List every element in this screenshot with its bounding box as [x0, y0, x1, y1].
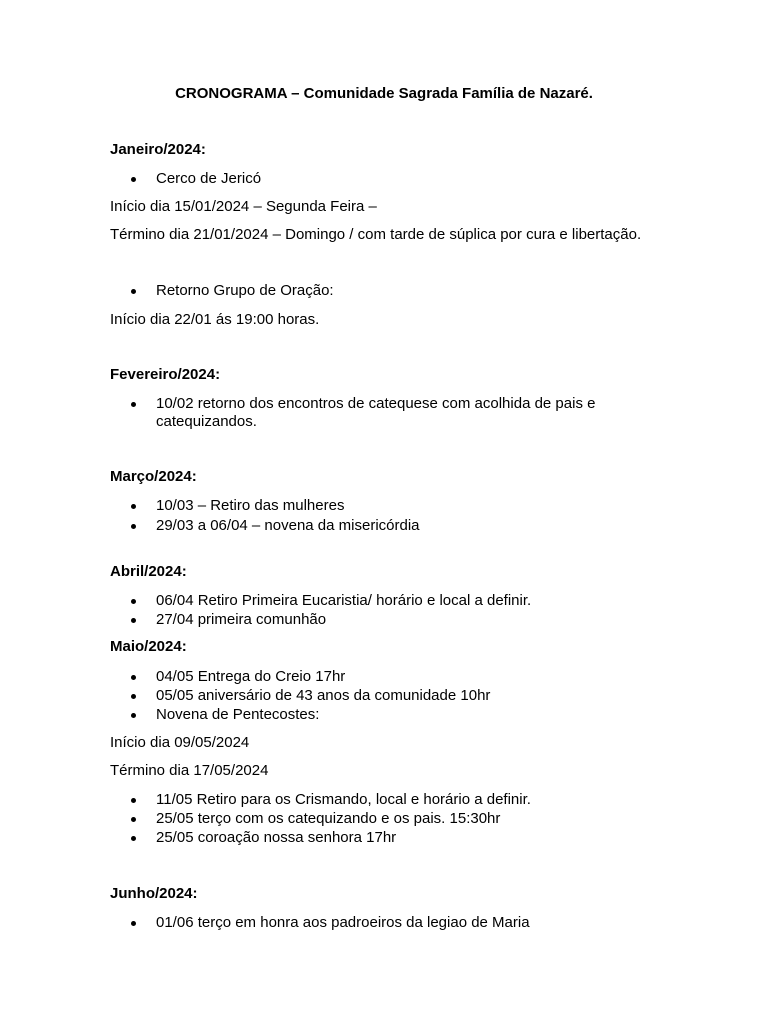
- paragraph: Término dia 21/01/2024 – Domingo / com tarde de súplica por cura e libertação.: [110, 226, 642, 243]
- bullet-icon: [131, 618, 136, 623]
- bullet-icon: [131, 177, 136, 182]
- heading-marco: Março/2024:: [110, 468, 197, 485]
- bullet-icon: [131, 524, 136, 529]
- list-item-text: 25/05 terço com os catequizando e os pais. 15:30hr: [156, 810, 501, 827]
- list-item-text: Novena de Pentecostes:: [156, 706, 320, 723]
- bullet-icon: [131, 289, 136, 294]
- list-item-text: 05/05 aniversário de 43 anos da comunidade 10hr: [156, 687, 491, 704]
- bullet-icon: [131, 599, 136, 604]
- heading-maio: Maio/2024:: [110, 638, 187, 655]
- list-item-text: 10/02 retorno dos encontros de catequese com acolhida de pais e catequizandos.: [156, 395, 596, 430]
- list-item-text: Cerco de Jericó: [156, 170, 262, 187]
- bullet-icon: [131, 504, 136, 509]
- bullet-icon: [131, 798, 136, 803]
- heading-junho: Junho/2024:: [110, 885, 198, 902]
- bullet-icon: [131, 694, 136, 699]
- list-item-text: 06/04 Retiro Primeira Eucaristia/ horário e local a definir.: [156, 592, 532, 609]
- list-item-text: 01/06 terço em honra aos padroeiros da legiao de Maria: [156, 914, 530, 931]
- list-item-text: 27/04 primeira comunhão: [156, 611, 327, 628]
- list-item-text: 29/03 a 06/04 – novena da misericórdia: [156, 517, 420, 534]
- document-title: CRONOGRAMA – Comunidade Sagrada Família de Nazaré.: [175, 85, 593, 102]
- bullet-icon: [131, 836, 136, 841]
- paragraph: Início dia 09/05/2024: [110, 734, 250, 751]
- heading-fevereiro: Fevereiro/2024:: [110, 366, 221, 383]
- bullet-icon: [131, 675, 136, 680]
- paragraph: Início dia 22/01 ás 19:00 horas.: [110, 311, 320, 328]
- heading-abril: Abril/2024:: [110, 563, 187, 580]
- list-item-text: 11/05 Retiro para os Crismando, local e horário a definir.: [156, 791, 531, 808]
- bullet-icon: [131, 402, 136, 407]
- list-item-text: 04/05 Entrega do Creio 17hr: [156, 668, 346, 685]
- bullet-icon: [131, 921, 136, 926]
- bullet-icon: [131, 713, 136, 718]
- paragraph: Término dia 17/05/2024: [110, 762, 269, 779]
- list-item-text: Retorno Grupo de Oração:: [156, 282, 334, 299]
- paragraph: Início dia 15/01/2024 – Segunda Feira –: [110, 198, 377, 215]
- heading-janeiro: Janeiro/2024:: [110, 141, 206, 158]
- bullet-icon: [131, 817, 136, 822]
- list-item-text: 25/05 coroação nossa senhora 17hr: [156, 829, 397, 846]
- list-item-text: 10/03 – Retiro das mulheres: [156, 497, 345, 514]
